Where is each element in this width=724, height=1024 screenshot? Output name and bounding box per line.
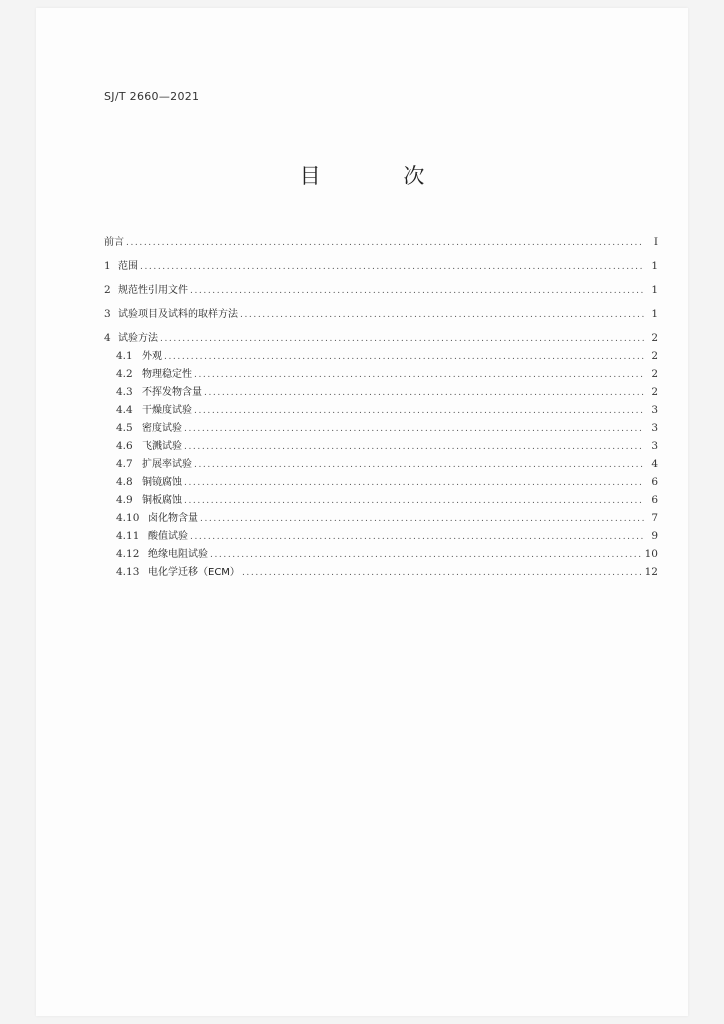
toc-entry-label: 密度试验 [142, 423, 182, 434]
toc-entry-label: 飞溅试验 [142, 441, 182, 452]
toc-leader-dots [164, 348, 644, 366]
toc-entry-label: 试验项目及试料的取样方法 [118, 309, 238, 320]
toc-leader-dots [140, 258, 644, 276]
toc-entry-number: 2 [104, 284, 111, 296]
toc-entry-label: 物理稳定性 [142, 369, 192, 380]
toc-leader-dots [126, 234, 644, 252]
toc-entry-3[interactable] [104, 305, 658, 323]
toc-entry-4-8[interactable] [104, 473, 658, 491]
toc-leader-dots [194, 366, 644, 384]
toc-entry-label: 不挥发物含量 [142, 387, 202, 398]
toc-entry-page: 6 [651, 494, 658, 506]
toc-entry-label: 干燥度试验 [142, 405, 192, 416]
toc-entry-4[interactable] [104, 329, 658, 347]
toc-leader-dots [194, 456, 644, 474]
toc-entry-page: 6 [651, 476, 658, 488]
toc-leader-dots [190, 282, 644, 300]
toc-entry-foreword[interactable] [104, 233, 658, 251]
toc-entry-4-1[interactable] [104, 347, 658, 365]
toc-entry-page: 7 [651, 512, 658, 524]
toc-entry-page: I [653, 236, 658, 248]
toc-entry-4-4[interactable] [104, 401, 658, 419]
toc-leader-dots [204, 384, 644, 402]
toc-entry-number: 4.13 [116, 566, 140, 578]
toc-title: 目 次 [299, 164, 463, 188]
toc-entry-2[interactable] [104, 281, 658, 299]
toc-entry-number: 3 [104, 308, 111, 320]
toc-entry-page: 2 [651, 332, 658, 344]
toc-leader-dots [242, 564, 643, 582]
toc-leader-dots [184, 420, 644, 438]
toc-entry-page: 2 [651, 386, 658, 398]
toc-entry-label: 试验方法 [118, 333, 158, 344]
toc-entry-page: 2 [651, 368, 658, 380]
toc-entry-page: 1 [651, 308, 658, 320]
toc-entry-1[interactable] [104, 257, 658, 275]
toc-entry-page: 1 [651, 284, 658, 296]
toc-entry-4-2[interactable] [104, 365, 658, 383]
toc-entry-page: 12 [644, 566, 658, 578]
document-code: SJ/T 2660—2021 [104, 90, 200, 103]
toc-entry-page: 3 [651, 404, 658, 416]
toc-entry-label: 铜镜腐蚀 [142, 477, 182, 488]
toc-entry-number: 4.6 [116, 440, 133, 452]
toc-entry-4-9[interactable] [104, 491, 658, 509]
toc-entry-number: 4.9 [116, 494, 133, 506]
toc-leader-dots [200, 510, 644, 528]
toc-entry-label: 规范性引用文件 [118, 285, 188, 296]
toc-entry-label: 范围 [118, 261, 138, 272]
toc-entry-4-7[interactable] [104, 455, 658, 473]
toc-entry-number: 4.8 [116, 476, 133, 488]
table-of-contents [104, 233, 658, 581]
toc-leader-dots [184, 492, 644, 510]
toc-entry-page: 1 [651, 260, 658, 272]
toc-entry-number: 4.1 [116, 350, 133, 362]
toc-entry-number: 4.5 [116, 422, 133, 434]
toc-leader-dots [190, 528, 644, 546]
toc-entry-4-13[interactable] [104, 563, 658, 581]
toc-entry-number: 4.11 [116, 530, 140, 542]
toc-entry-4-3[interactable] [104, 383, 658, 401]
toc-entry-page: 2 [651, 350, 658, 362]
toc-entry-4-12[interactable] [104, 545, 658, 563]
toc-entry-4-11[interactable] [104, 527, 658, 545]
toc-leader-dots [160, 330, 644, 348]
toc-entry-number: 4.10 [116, 512, 140, 524]
toc-entry-page: 3 [651, 440, 658, 452]
toc-entry-page: 10 [644, 548, 658, 560]
toc-leader-dots [194, 402, 644, 420]
toc-entry-number: 4.2 [116, 368, 133, 380]
toc-entry-4-10[interactable] [104, 509, 658, 527]
toc-entry-number: 4.7 [116, 458, 133, 470]
toc-entry-4-6[interactable] [104, 437, 658, 455]
toc-entry-label: 卤化物含量 [148, 513, 198, 524]
toc-entry-label: 前言 [104, 237, 124, 248]
toc-entry-number: 1 [104, 260, 111, 272]
toc-entry-number: 4.12 [116, 548, 140, 560]
toc-entry-label: 酸值试验 [148, 531, 188, 542]
toc-entry-label: 绝缘电阻试验 [148, 549, 208, 560]
toc-entry-label: 铜板腐蚀 [142, 495, 182, 506]
toc-entry-label: 外观 [142, 351, 162, 362]
toc-entry-number: 4 [104, 332, 111, 344]
toc-entry-page: 9 [651, 530, 658, 542]
toc-entry-number: 4.4 [116, 404, 133, 416]
toc-leader-dots [210, 546, 643, 564]
toc-entry-4-5[interactable] [104, 419, 658, 437]
toc-entry-number: 4.3 [116, 386, 133, 398]
toc-leader-dots [184, 474, 644, 492]
toc-leader-dots [184, 438, 644, 456]
toc-entry-label: 扩展率试验 [142, 459, 192, 470]
toc-entry-page: 3 [651, 422, 658, 434]
toc-entry-label: 电化学迁移（ECM） [148, 567, 240, 578]
toc-entry-page: 4 [651, 458, 658, 470]
toc-leader-dots [240, 306, 644, 324]
